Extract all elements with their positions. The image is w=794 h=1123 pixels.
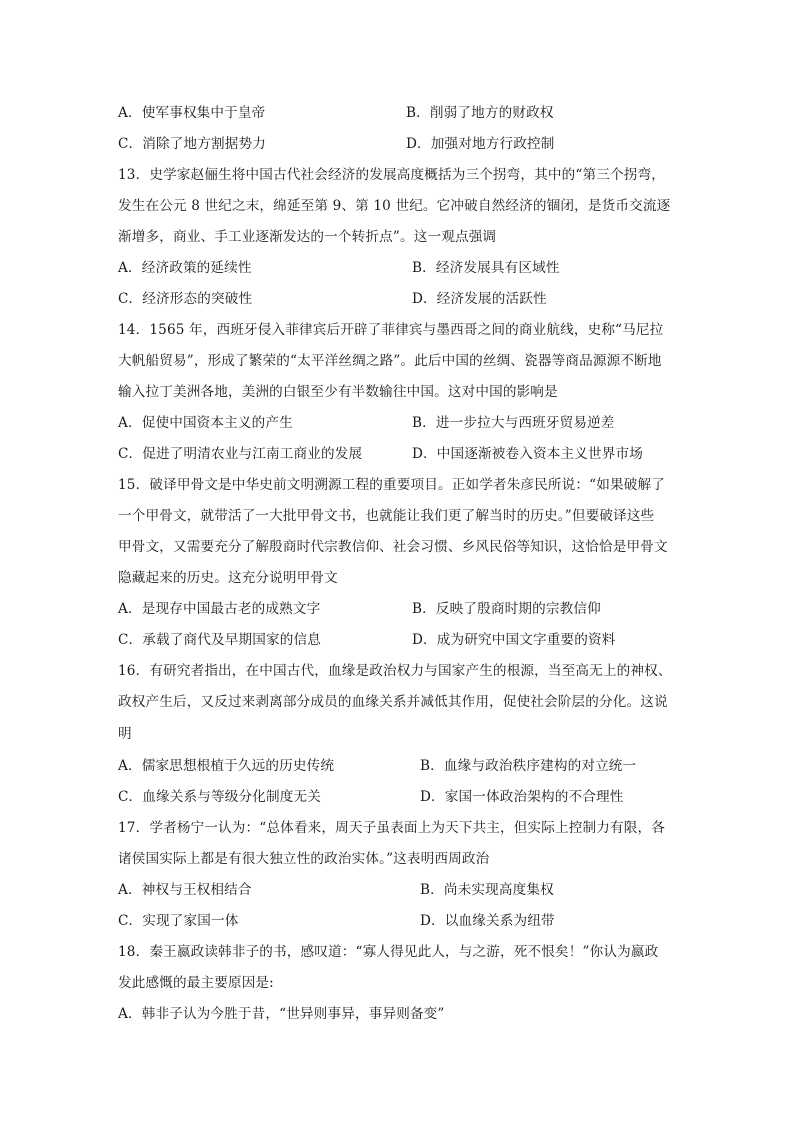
q17-option-b: B．尚未实现高度集权: [420, 882, 554, 898]
q16-stem-line-3: 明: [118, 726, 132, 742]
q14-option-a: A．促使中国资本主义的产生: [118, 415, 293, 431]
q17-stem-line-2: 诸侯国实际上都是有很大独立性的政治实体。”这表明西周政治: [118, 851, 490, 867]
q14-stem-line-2: 大帆船贸易”，形成了繁荣的“太平洋丝绸之路”。此后中国的丝绸、瓷器等商品源源不断地: [118, 353, 662, 369]
q14-stem-line-3: 输入拉丁美洲各地，美洲的白银至少有半数输往中国。这对中国的影响是: [118, 384, 558, 400]
q14-option-b: B．进一步拉大与西班牙贸易逆差: [412, 415, 615, 431]
q14-option-c: C．促进了明清农业与江南工商业的发展: [118, 446, 363, 462]
q16-option-a: A．儒家思想根植于久远的历史传统: [118, 758, 335, 774]
q12-option-d: D．加强对地方行政控制: [406, 136, 555, 152]
q18-stem-line-1: 18．秦王嬴政读韩非子的书，感叹道：“寡人得见此人，与之游，死不恨矣！”你认为嬴政: [118, 944, 659, 960]
q12-option-c: C．消除了地方割据势力: [118, 136, 266, 152]
q17-stem-line-1: 17．学者杨宁一认为：“总体看来，周天子虽表面上为天下共主，但实际上控制力有限，各: [118, 820, 665, 836]
q13-option-b: B．经济发展具有区域性: [412, 260, 560, 276]
q17-option-c: C．实现了家国一体: [118, 913, 239, 929]
q13-option-c: C．经济形态的突破性: [118, 291, 253, 307]
q13-option-a: A．经济政策的延续性: [118, 260, 252, 276]
q13-stem-line-3: 渐增多，商业、手工业逐渐发达的一个转折点”。这一观点强调: [118, 229, 497, 245]
q16-stem-line-1: 16．有研究者指出，在中国古代，血缘是政治权力与国家产生的根源，当至高无上的神权、: [118, 663, 672, 679]
q15-option-a: A．是现存中国最古老的成熟文字: [118, 601, 321, 617]
q16-stem-line-2: 政权产生后，又反过来剥离部分成员的血缘关系并减低其作用，促使社会阶层的分化。这说: [118, 694, 668, 710]
q15-stem-line-3: 甲骨文，又需要充分了解殷商时代宗教信仰、社会习惯、乡风民俗等知识，这恰恰是甲骨文: [118, 539, 668, 555]
q17-option-a: A．神权与王权相结合: [118, 882, 252, 898]
q15-stem-line-4: 隐藏起来的历史。这充分说明甲骨文: [118, 570, 338, 586]
q18-stem-line-2: 发此感慨的最主要原因是:: [118, 975, 274, 991]
q17-option-d: D．以血缘关系为纽带: [420, 913, 555, 929]
q16-option-d: D．家国一体政治架构的不合理性: [420, 789, 624, 805]
q18-option-a: A．韩非子认为今胜于昔，“世异则事异，事异则备变”: [118, 1006, 445, 1022]
q16-option-b: B．血缘与政治秩序建构的对立统一: [420, 758, 637, 774]
q15-option-c: C．承载了商代及早期国家的信息: [118, 632, 321, 648]
q15-option-b: B．反映了殷商时期的宗教信仰: [412, 601, 601, 617]
q12-option-a: A．使军事权集中于皇帝: [118, 105, 266, 121]
q16-option-c: C．血缘关系与等级分化制度无关: [118, 789, 321, 805]
q14-stem-line-1: 14．1565 年，西班牙侵入菲律宾后开辟了菲律宾与墨西哥之间的商业航线，史称“马尼拉: [118, 322, 664, 338]
q15-stem-line-2: 一个甲骨文，就带活了一大批甲骨文书，也就能让我们更了解当时的历史。”但要破译这些: [118, 508, 655, 524]
q14-option-d: D．中国逐渐被卷入资本主义世界市场: [412, 446, 643, 462]
q13-stem-line-1: 13．史学家赵俪生将中国古代社会经济的发展高度概括为三个拐弯，其中的“第三个拐弯，: [118, 167, 665, 183]
q15-stem-line-1: 15．破译甲骨文是中华史前文明溯源工程的重要项目。正如学者朱彦民所说：“如果破解了: [118, 477, 665, 493]
q15-option-d: D．成为研究中国文字重要的资料: [412, 632, 616, 648]
q13-stem-line-2: 发生在公元 8 世纪之末，绵延至第 9、第 10 世纪。它冲破自然经济的锢闭，是货币交流逐: [118, 198, 671, 214]
q13-option-d: D．经济发展的活跃性: [412, 291, 547, 307]
q12-option-b: B．削弱了地方的财政权: [406, 105, 554, 121]
